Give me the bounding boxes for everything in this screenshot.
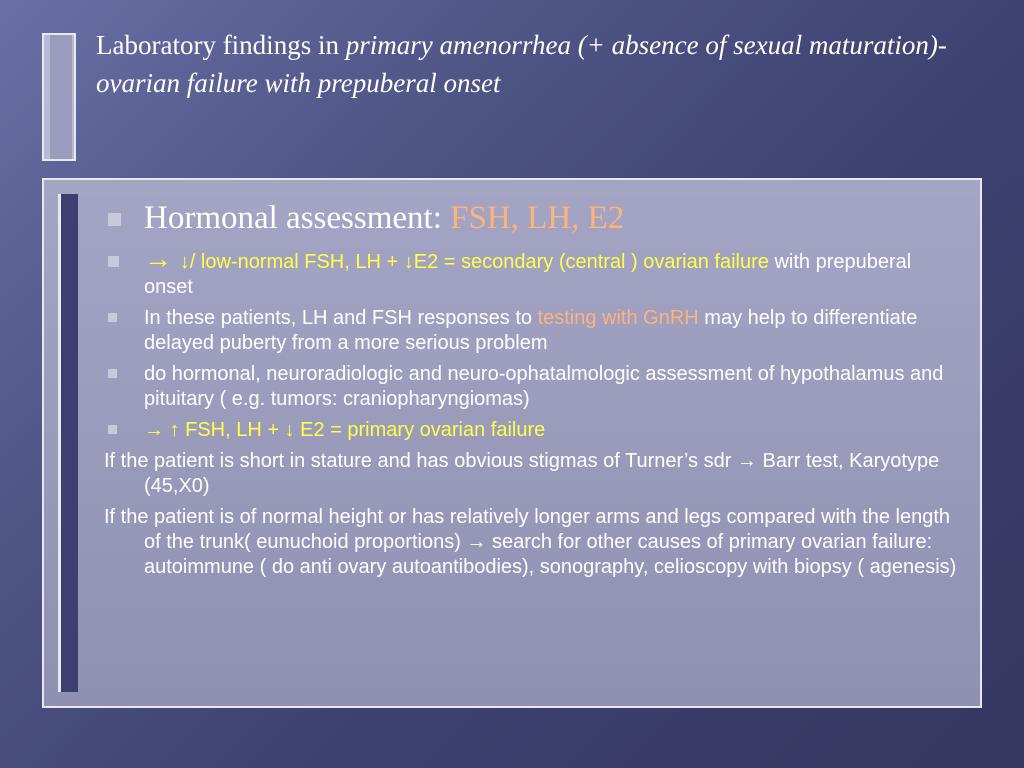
heading-hormonal-assessment xyxy=(104,196,964,240)
title-italic: primary amenorrhea (+ absence of sexual maturation)- ovarian failure with prepuberal onset xyxy=(96,30,947,98)
bullet-rest-text: with prepuberal onset xyxy=(144,251,912,298)
paragraph-normal-height: If the patient is of normal height or has relatively longer arms and legs compared with the length of the trunk( eunuchoid proportions) → search for other causes of primary ovarian failure: autoimmune ( do anti ovary autoantibodies), sonography, celioscopy with biopsy ( agenesis) xyxy=(104,506,957,578)
bullet-secondary-failure xyxy=(104,243,964,300)
bullet-before-text: In these patients, LH and FSH responses to xyxy=(144,307,538,329)
bullet-gnrh-testing xyxy=(104,306,964,356)
bullet-text: do hormonal, neuroradiologic and neuro-ophatalmologic assessment of hypothalamus and pituitary ( e.g. tumors: craniopharyngiomas) xyxy=(144,363,944,410)
square-bullet-icon xyxy=(108,213,121,226)
bullet-yellow-text: → ↑ FSH, LH + ↓ E2 = primary ovarian failure xyxy=(144,419,546,441)
bullet-highlight-text: testing with GnRH xyxy=(537,307,699,329)
panel-accent-bar xyxy=(58,194,78,692)
paragraph-short-stature: If the patient is short in stature and has obvious stigmas of Turner’s sdr → Barr test, Karyotype (45,X0) xyxy=(104,450,940,497)
arrow-text: → xyxy=(144,243,180,274)
square-bullet-icon xyxy=(108,256,119,267)
title-plain: Laboratory findings in xyxy=(96,30,346,60)
square-bullet-icon xyxy=(108,369,117,378)
heading-label: Hormonal assessment: xyxy=(144,200,451,236)
square-bullet-icon xyxy=(108,425,117,434)
title-accent-bar xyxy=(42,33,76,161)
bullet-primary-failure xyxy=(104,418,964,443)
bullet-after-text: may help to differentiate delayed puberty from a more serious problem xyxy=(144,307,918,354)
content-body xyxy=(104,196,964,580)
heading-highlight: FSH, LH, E2 xyxy=(450,200,625,236)
square-bullet-icon xyxy=(108,313,117,322)
slide-title xyxy=(96,26,976,102)
bullet-yellow-text: ↓/ low-normal FSH, LH + ↓E2 = secondary (central ) ovarian failure xyxy=(179,251,769,273)
bullet-hormonal-assessment xyxy=(104,362,964,412)
